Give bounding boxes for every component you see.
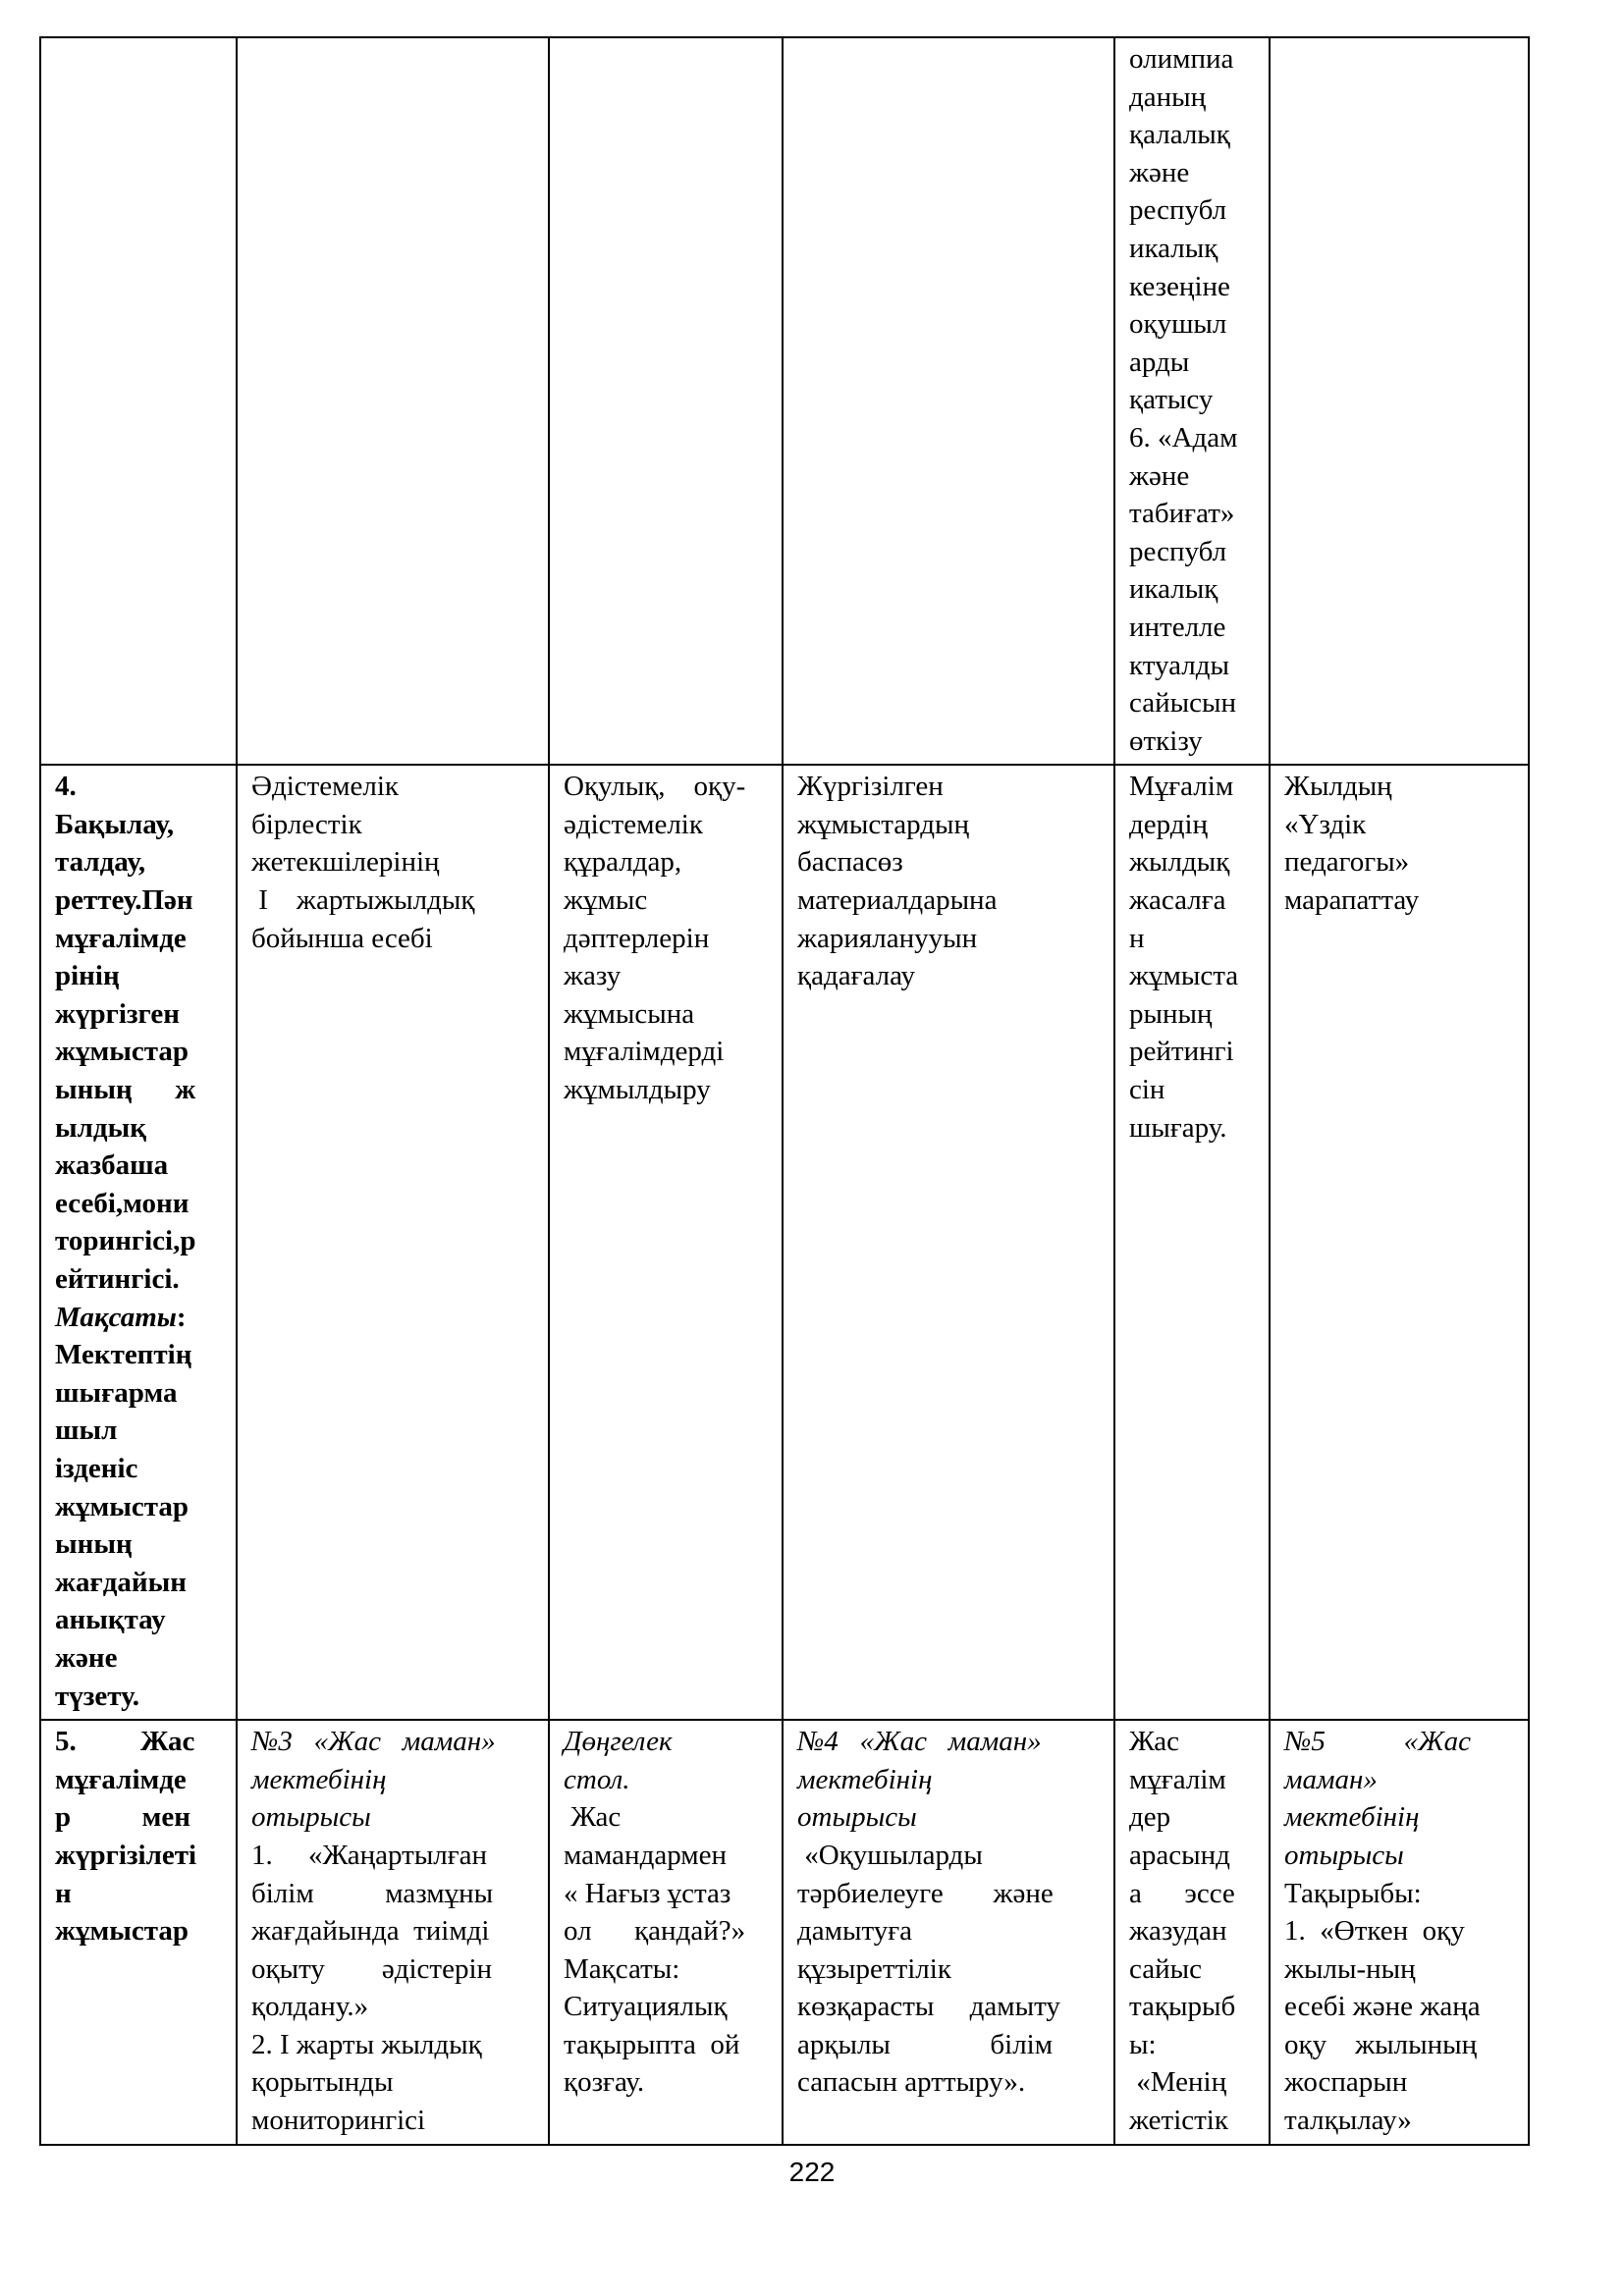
text-line: олимпиа bbox=[1129, 43, 1234, 75]
text-line: қозғау. bbox=[564, 2066, 645, 2099]
cell-cont-6 bbox=[1270, 37, 1529, 765]
text-line: шыл bbox=[55, 1415, 118, 1447]
text-line: Жас bbox=[1129, 1726, 1180, 1758]
text-line: мектебінің bbox=[1284, 1801, 1420, 1834]
text-line: интелле bbox=[1129, 611, 1226, 643]
text-line: кезеңіне bbox=[1129, 270, 1230, 302]
text-line: есебі,мони bbox=[55, 1187, 189, 1219]
text-line: жұмыстар bbox=[55, 1915, 189, 1948]
text-line: жазу bbox=[564, 960, 622, 992]
text-line: жұмыстар bbox=[55, 1490, 189, 1522]
text-line: Ситуациялық bbox=[564, 1991, 728, 2023]
text-line: және bbox=[1129, 459, 1190, 492]
text-line: марапаттау bbox=[1284, 884, 1420, 917]
text-line: жылдық bbox=[1129, 846, 1230, 879]
text-line: отырысы bbox=[797, 1801, 917, 1834]
cell-row4-col3 bbox=[549, 765, 783, 1720]
text-line: сін bbox=[1129, 1074, 1165, 1106]
text-line: сайысын bbox=[1129, 687, 1236, 720]
text-line: жоспарын bbox=[1284, 2066, 1408, 2099]
text-line: мониторингісі bbox=[251, 2105, 426, 2137]
text-line: І жартыжылдық bbox=[251, 884, 475, 917]
text-line: Мақсаты: bbox=[564, 1952, 680, 1985]
text-line: қатысу bbox=[1129, 384, 1214, 416]
text-line: жұмысына bbox=[564, 997, 695, 1030]
text-line: өткізу bbox=[1129, 724, 1203, 757]
text-line: арды bbox=[1129, 346, 1190, 378]
text-line: тақырыб bbox=[1129, 1991, 1236, 2023]
text-line: арасынд bbox=[1129, 1839, 1230, 1871]
cell-row4-col2 bbox=[237, 765, 549, 1720]
text-line: 5. Жас bbox=[55, 1726, 195, 1758]
cell-row5-col5 bbox=[1114, 1720, 1270, 2145]
text-line: ының ж bbox=[55, 1074, 196, 1106]
text-line: ізденіс bbox=[55, 1452, 138, 1484]
text-line: қолдану.» bbox=[251, 1991, 369, 2023]
text-line: талқылау» bbox=[1284, 2105, 1412, 2137]
text-line: қадағалау bbox=[797, 960, 915, 992]
text-line: Жылдың bbox=[1284, 771, 1392, 803]
plan-table bbox=[39, 36, 1530, 2146]
text-line: дер bbox=[1129, 1801, 1171, 1834]
goal-label: Мақсаты bbox=[55, 1301, 177, 1333]
page-number: 222 bbox=[788, 2157, 836, 2187]
text-line: дәптерлерін bbox=[564, 922, 710, 954]
text-line: Оқулық, оқу- bbox=[564, 771, 746, 803]
cell-row5-col6 bbox=[1270, 1720, 1529, 2145]
text-line: мұғалім bbox=[1129, 1763, 1226, 1795]
text-line: ктуалды bbox=[1129, 649, 1229, 681]
text-line: және bbox=[55, 1641, 118, 1674]
text-line: республ bbox=[1129, 194, 1227, 227]
text-line: 2. І жарты жылдық bbox=[251, 2028, 482, 2060]
text-line: «Үздік bbox=[1284, 808, 1367, 840]
text-line: стол. bbox=[564, 1763, 630, 1795]
text-line: құралдар, bbox=[564, 846, 682, 879]
text-line: рейтингі bbox=[1129, 1036, 1234, 1068]
text-line: 1. «Жаңартылған bbox=[251, 1839, 488, 1871]
text-line: жүргізген bbox=[55, 997, 180, 1030]
text-line: табиғат» bbox=[1129, 498, 1235, 530]
text-line: Жүргізілген bbox=[797, 771, 944, 803]
text-line: дердің bbox=[1129, 808, 1209, 840]
text-line: республ bbox=[1129, 535, 1227, 567]
table-row-4 bbox=[40, 765, 1529, 1720]
text-line: сапасын арттыру». bbox=[797, 2066, 1026, 2099]
text-line: оқушыл bbox=[1129, 308, 1227, 341]
text-line: бойынша есебі bbox=[251, 922, 433, 954]
cell-row5-title bbox=[40, 1720, 237, 2145]
text-line: Мектептің bbox=[55, 1339, 192, 1371]
text-line: маман» bbox=[1284, 1763, 1378, 1795]
text-line: жазудан bbox=[1129, 1915, 1227, 1948]
text-line: әдістемелік bbox=[564, 808, 703, 840]
text-line: жағдайын bbox=[55, 1566, 187, 1598]
cell-row4-col4 bbox=[783, 765, 1114, 1720]
text-line: Дөңгелек bbox=[564, 1726, 673, 1758]
text-line: №3 «Жас маман» bbox=[251, 1726, 496, 1758]
text-line: педагогы» bbox=[1284, 846, 1410, 879]
text-line: талдау, bbox=[55, 846, 146, 879]
text-line: жұмылдыру bbox=[564, 1074, 711, 1106]
cell-row4-col5 bbox=[1114, 765, 1270, 1720]
text-line: жұмыстардың bbox=[797, 808, 970, 840]
text-line: «Менің bbox=[1129, 2066, 1227, 2099]
text-line: жағдайында тиімді bbox=[251, 1915, 490, 1948]
text-line: мамандармен bbox=[564, 1839, 727, 1871]
text-line: мұғалімде bbox=[55, 1763, 187, 1795]
text-line: есебі және жаңа bbox=[1284, 1991, 1481, 2023]
text-line: Мұғалім bbox=[1129, 771, 1234, 803]
text-line: Тақырыбы: bbox=[1284, 1877, 1422, 1909]
text-line: оқыту әдістерін bbox=[251, 1952, 493, 1985]
text-line: «Оқушыларды bbox=[797, 1839, 983, 1871]
text-line: даның bbox=[1129, 80, 1207, 113]
text-line: Бақылау, bbox=[55, 808, 175, 840]
text-line: баспасөз bbox=[797, 846, 903, 879]
cell-row5-col3 bbox=[549, 1720, 783, 2145]
text-line: сайыс bbox=[1129, 1952, 1202, 1985]
text-line: отырысы bbox=[1284, 1839, 1404, 1871]
text-line: Жас bbox=[564, 1801, 622, 1834]
text-line: торингісі,р bbox=[55, 1225, 196, 1257]
cell-cont-1 bbox=[40, 37, 237, 765]
text-line: мұғалімдерді bbox=[564, 1036, 725, 1068]
table-row-5 bbox=[40, 1720, 1529, 2145]
text-line: 4. bbox=[55, 771, 77, 803]
text-line: икалық bbox=[1129, 232, 1218, 264]
text-line: және bbox=[1129, 156, 1190, 188]
text-line: дамытуға bbox=[797, 1915, 913, 1948]
text-line: шығару. bbox=[1129, 1111, 1227, 1144]
text-line: 6. «Адам bbox=[1129, 421, 1238, 454]
cell-cont-3 bbox=[549, 37, 783, 765]
text-line: 1. «Өткен оқу bbox=[1284, 1915, 1465, 1948]
cell-cont-4 bbox=[783, 37, 1114, 765]
text-line: анықтау bbox=[55, 1604, 166, 1636]
text-line: қорытынды bbox=[251, 2066, 394, 2099]
text-line: жарияланууын bbox=[797, 922, 978, 954]
text-line: ейтингісі. bbox=[55, 1263, 180, 1295]
goal-colon: : bbox=[176, 1301, 187, 1333]
text-line: ының bbox=[55, 1528, 133, 1561]
cell-row4-col6 bbox=[1270, 765, 1529, 1720]
text-line: мектебінің bbox=[797, 1763, 933, 1795]
cell-row5-col4 bbox=[783, 1720, 1114, 2145]
text-line: құзыреттілік bbox=[797, 1952, 951, 1985]
text-line: ы: bbox=[1129, 2028, 1157, 2060]
text-line: « Нағыз ұстаз bbox=[564, 1877, 731, 1909]
text-line: көзқарасты дамыту bbox=[797, 1991, 1060, 2023]
text-line: №4 «Жас маман» bbox=[797, 1726, 1042, 1758]
text-line: шығарма bbox=[55, 1376, 178, 1409]
text-line: материалдарына bbox=[797, 884, 998, 917]
text-line: рының bbox=[1129, 997, 1213, 1030]
text-line: түзету. bbox=[55, 1680, 139, 1712]
text-line: оқу жылының bbox=[1284, 2028, 1478, 2060]
cell-cont-5 bbox=[1114, 37, 1270, 765]
text-line: р мен bbox=[55, 1801, 190, 1834]
text-line: икалық bbox=[1129, 573, 1218, 606]
text-line: жүргізілеті bbox=[55, 1839, 197, 1871]
text-line: бірлестік bbox=[251, 808, 362, 840]
cell-cont-2 bbox=[237, 37, 549, 765]
table-row-continuation bbox=[40, 37, 1529, 765]
text-line: а эссе bbox=[1129, 1877, 1235, 1909]
text-line: мектебінің bbox=[251, 1763, 387, 1795]
text-line: н bbox=[55, 1877, 72, 1909]
text-line: жетекшілерінің bbox=[251, 846, 440, 879]
text-line: тақырыпта ой bbox=[564, 2028, 740, 2060]
text-line: рінің bbox=[55, 960, 120, 992]
text-line: арқылы білім bbox=[797, 2028, 1054, 2060]
text-line: жасалға bbox=[1129, 884, 1226, 917]
text-line: №5 «Жас bbox=[1284, 1726, 1472, 1758]
text-line: жазбаша bbox=[55, 1149, 169, 1182]
text-line: реттеу.Пән bbox=[55, 884, 193, 917]
text-line: қалалық bbox=[1129, 119, 1230, 151]
cell-row5-col2 bbox=[237, 1720, 549, 2145]
text-line: жұмыстар bbox=[55, 1036, 189, 1068]
text-line: мұғалімде bbox=[55, 922, 187, 954]
text-line: Әдістемелік bbox=[251, 771, 400, 803]
text-line: жұмыс bbox=[564, 884, 648, 917]
text-line: отырысы bbox=[251, 1801, 371, 1834]
text-line: ол қандай?» bbox=[564, 1915, 746, 1948]
text-line: жұмыста bbox=[1129, 960, 1239, 992]
text-line: н bbox=[1129, 922, 1145, 954]
cell-row4-title bbox=[40, 765, 237, 1720]
text-line: жылы-ның bbox=[1284, 1952, 1416, 1985]
text-line: жетістік bbox=[1129, 2105, 1228, 2137]
text-line: білім мазмұны bbox=[251, 1877, 494, 1909]
text-line: ылдық bbox=[55, 1111, 146, 1144]
text-line: тәрбиелеуге және bbox=[797, 1877, 1054, 1909]
